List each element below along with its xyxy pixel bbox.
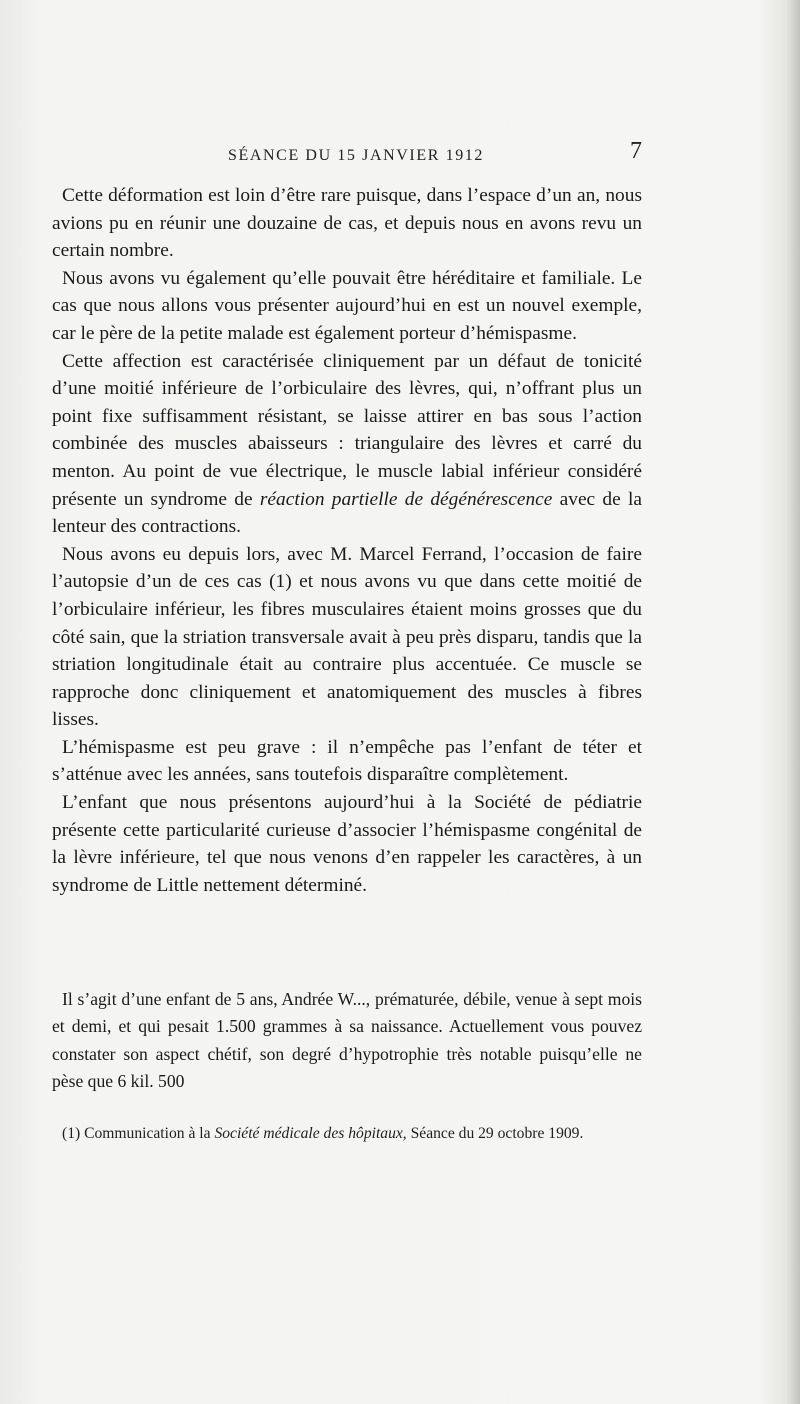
paragraph-3-italic: réaction partielle de dégénérescence (259, 488, 553, 510)
paragraph-4: Nous avons eu depuis lors, avec M. Marcel Ferrand, l’occasion de faire l’autopsie d’un de ces cas (1) et nous avons vu que dans cette moitié de l’orbiculaire inférieur, les fibres musculaires étaient moins grosses que du côté sain, que la striation transversale avait à peu près disparu, tandis que la striation longitudinale était au contraire plus accentuée. Ce muscle se rapproche donc cliniquement et anatomiquement des muscles à fibres lisses. (52, 543, 642, 731)
paragraph-3-text-b: avec de la lenteur des contractions. (52, 488, 643, 538)
paragraph-6: L’enfant que nous présentons aujourd’hui à la Société de pédiatrie présente cette particularité curieuse d’associer l’hémispasme congénital de la lèvre inférieure, tel que nous venons d’en rappeler les caractères, à un syndrome de Little nettement déterminé. (52, 792, 642, 896)
main-text (52, 182, 642, 899)
paragraph-2: Nous avons vu également qu’elle pouvait être héréditaire et familiale. Le cas que nous allons vous présenter aujourd’hui en est un nouvel exemple, car le père de la petite malade est également porteur d’hémispasme. (52, 267, 642, 344)
footnote-text-b: , Séance du 29 octobre 1909. (402, 1125, 584, 1142)
paragraph-3 (52, 348, 642, 541)
footnote-text-a: (1) Communication à la (62, 1125, 215, 1142)
paragraph-5: L’hémispasme est peu grave : il n’empêche pas l’enfant de téter et s’atténue avec les années, sans toutefois disparaître complètement. (52, 736, 642, 786)
case-paragraph: Il s’agit d’une enfant de 5 ans, Andrée W..., prématurée, débile, venue à sept mois et demi, et qui pesait 1.500 grammes à sa naissance. Actuellement vous pouvez constater son aspect chétif, son degré d’hypotrophie très notable puisqu’elle ne pèse que 6 kil. 500 (52, 989, 642, 1092)
footnote (52, 1123, 642, 1145)
paragraph-1: Cette déformation est loin d’être rare puisque, dans l’espace d’un an, nous avions pu en réunir une douzaine de cas, et depuis nous en avons revu un certain nombre. (52, 185, 642, 262)
running-header: SÉANCE DU 15 JANVIER 1912 (228, 147, 484, 164)
page-number: 7 (630, 138, 642, 164)
case-description (52, 986, 642, 1096)
footnote-1 (52, 1123, 642, 1145)
footnote-italic: Société médicale des hôpitaux (214, 1125, 403, 1142)
page-edge-shadow (786, 0, 800, 1404)
paragraph-3-text-a: Cette affection est caractérisée cliniquement par un défaut de tonicité d’une moitié inférieure de l’orbiculaire des lèvres, qui, n’offrant plus un point fixe suffisamment résistant, se laisse attirer en bas sous l’action combinée des muscles abaisseurs : triangulaire des lèvres et carré du menton. Au point de vue électrique, le muscle labial inférieur considéré présente un syndrome de (52, 350, 642, 510)
